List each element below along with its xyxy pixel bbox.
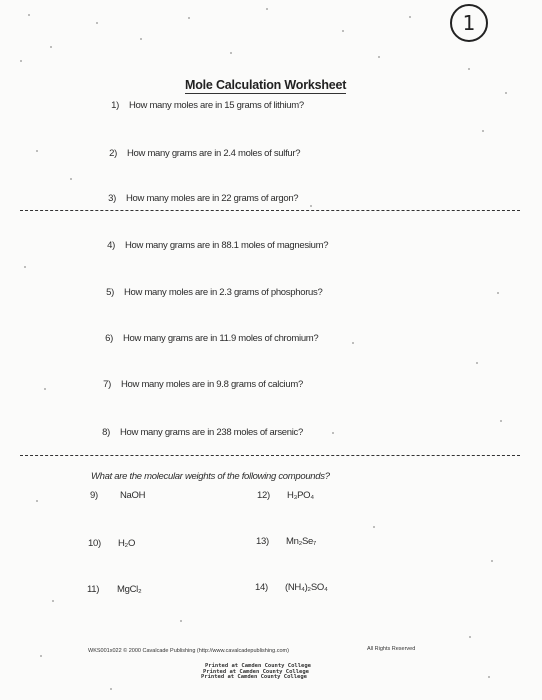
scan-speck bbox=[110, 688, 112, 690]
scan-speck bbox=[24, 266, 26, 268]
stamp-line: Printed at Camden County College bbox=[201, 674, 307, 680]
question-number: 6) bbox=[105, 333, 113, 344]
scan-speck bbox=[180, 620, 182, 622]
scan-speck bbox=[40, 655, 42, 657]
section-divider bbox=[20, 455, 520, 456]
compound-13 bbox=[256, 536, 316, 547]
section-divider bbox=[20, 210, 520, 211]
worksheet-title: Mole Calculation Worksheet bbox=[185, 78, 347, 92]
section-heading: What are the molecular weights of the following compounds? bbox=[91, 471, 330, 482]
scan-speck bbox=[332, 432, 334, 434]
footer-copyright: WKS001x022 © 2000 Cavalcade Publishing (http://www.cavalcadepublishing.com) bbox=[88, 648, 289, 654]
footer-rights: All Rights Reserved bbox=[367, 646, 416, 652]
question-text: How many moles are in 9.8 grams of calcium? bbox=[121, 379, 303, 390]
scan-speck bbox=[468, 68, 470, 70]
scan-speck bbox=[505, 92, 507, 94]
compound-formula: H₃PO₄ bbox=[287, 490, 314, 501]
question-number: 4) bbox=[107, 240, 115, 251]
compound-12 bbox=[257, 490, 314, 501]
question-text: How many grams are in 88.1 moles of magnesium? bbox=[125, 240, 329, 251]
scan-speck bbox=[409, 16, 411, 18]
scan-speck bbox=[378, 56, 380, 58]
scan-speck bbox=[20, 60, 22, 62]
compound-formula: (NH₄)₂SO₄ bbox=[285, 582, 328, 593]
question-number: 7) bbox=[103, 379, 111, 390]
scan-speck bbox=[70, 178, 72, 180]
scan-speck bbox=[342, 30, 344, 32]
compound-number: 10) bbox=[88, 538, 101, 549]
question-number: 2) bbox=[109, 148, 117, 159]
compound-formula: H₂O bbox=[118, 538, 136, 549]
scan-speck bbox=[52, 600, 54, 602]
question-text: How many moles are in 15 grams of lithium? bbox=[129, 100, 304, 111]
scan-speck bbox=[373, 526, 375, 528]
scan-speck bbox=[469, 636, 471, 638]
scan-speck bbox=[497, 292, 499, 294]
scan-speck bbox=[310, 205, 312, 207]
scan-speck bbox=[491, 560, 493, 562]
scan-speck bbox=[28, 14, 30, 16]
page-number-circle: 1 bbox=[450, 4, 488, 42]
question-text: How many grams are in 11.9 moles of chromium? bbox=[123, 333, 319, 344]
compound-11 bbox=[87, 584, 141, 595]
question-number: 8) bbox=[102, 427, 110, 438]
question-text: How many moles are in 22 grams of argon? bbox=[126, 193, 299, 204]
print-stamp bbox=[201, 663, 311, 681]
compound-formula: NaOH bbox=[120, 490, 146, 501]
compound-14 bbox=[255, 582, 328, 593]
stamp-line: Printed at Camden County College bbox=[205, 663, 311, 669]
scan-speck bbox=[266, 8, 268, 10]
compound-formula: MgCl₂ bbox=[117, 584, 142, 595]
compound-number: 13) bbox=[256, 536, 269, 547]
scan-speck bbox=[96, 22, 98, 24]
stamp-line: Printed at Camden County College bbox=[203, 668, 309, 675]
scan-speck bbox=[488, 676, 490, 678]
scan-speck bbox=[482, 130, 484, 132]
question-text: How many moles are in 2.3 grams of phosphorus? bbox=[124, 287, 323, 298]
scan-speck bbox=[476, 362, 478, 364]
scan-speck bbox=[36, 500, 38, 502]
compound-formula: Mn₂Se₇ bbox=[286, 536, 316, 547]
question-text: How many grams are in 238 moles of arsenic? bbox=[120, 427, 303, 438]
scan-speck bbox=[50, 46, 52, 48]
compound-number: 11) bbox=[87, 584, 100, 595]
scan-speck bbox=[188, 17, 190, 19]
question-number: 1) bbox=[111, 100, 119, 111]
scan-speck bbox=[44, 388, 46, 390]
question-text: How many grams are in 2.4 moles of sulfur? bbox=[127, 148, 301, 159]
scan-speck bbox=[140, 38, 142, 40]
compound-number: 14) bbox=[255, 582, 268, 593]
scan-speck bbox=[352, 342, 354, 344]
scan-speck bbox=[230, 52, 232, 54]
scan-speck bbox=[500, 420, 502, 422]
question-number: 5) bbox=[106, 287, 114, 298]
question-number: 3) bbox=[108, 193, 116, 204]
compound-number: 9) bbox=[90, 490, 98, 501]
compound-9 bbox=[90, 490, 145, 501]
compound-number: 12) bbox=[257, 490, 270, 501]
scan-speck bbox=[36, 150, 38, 152]
compound-10 bbox=[88, 538, 135, 549]
